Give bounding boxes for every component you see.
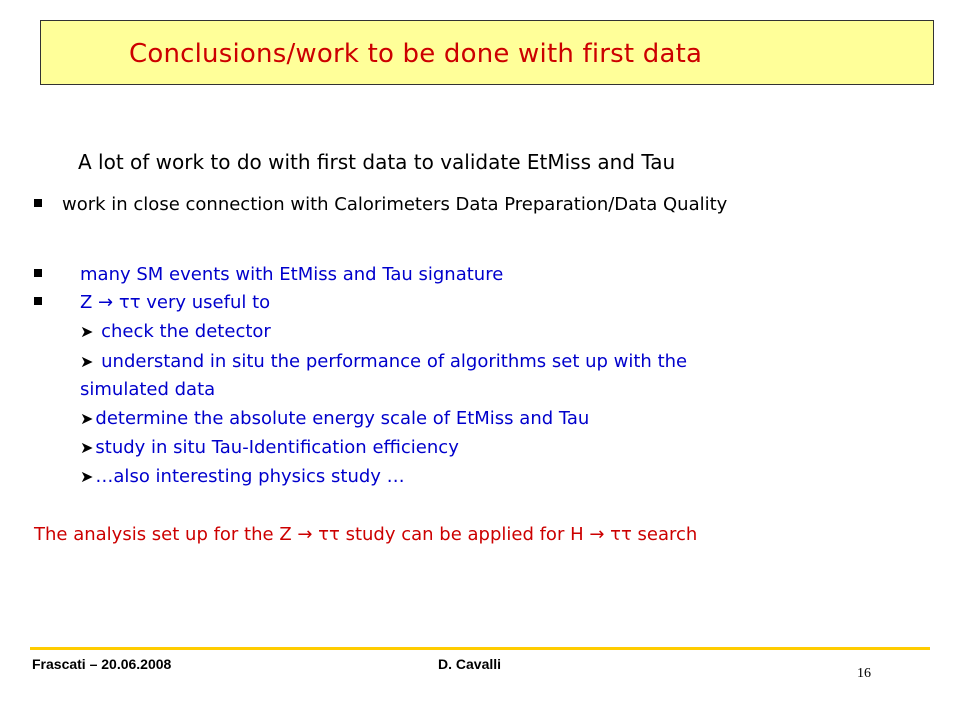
sub-list-item — [80, 321, 271, 342]
slide-subtitle: A lot of work to do with first data to validate EtMiss and Tau — [78, 150, 676, 174]
sub-list-item-text: determine the absolute energy scale of EtMiss and Tau — [95, 408, 590, 429]
sub-list-item-text: check the detector — [95, 321, 271, 342]
list-item-text: Z → ττ very useful to — [80, 292, 271, 313]
title-box — [40, 20, 934, 85]
sub-list-item — [80, 408, 589, 429]
arrow-bullet-icon: ➤ — [80, 409, 94, 428]
list-item — [34, 264, 503, 285]
square-bullet-icon — [34, 199, 42, 207]
sub-list-item-text: simulated data — [80, 379, 216, 400]
sub-list-item-text: …also interesting physics study … — [95, 466, 405, 487]
square-bullet-icon — [34, 297, 42, 305]
footer-location-date: Frascati – 20.06.2008 — [32, 656, 172, 672]
arrow-bullet-icon: ➤ — [80, 322, 94, 341]
arrow-bullet-icon: ➤ — [80, 438, 94, 457]
conclusion-text: The analysis set up for the Z → ττ study can be applied for H → ττ search — [34, 524, 698, 545]
square-bullet-icon — [34, 269, 42, 277]
footer-divider — [30, 647, 930, 650]
footer-author: D. Cavalli — [438, 656, 502, 672]
arrow-bullet-icon: ➤ — [80, 352, 94, 371]
note-item — [34, 194, 727, 215]
sub-list-item-text: understand in situ the performance of algorithms set up with the — [95, 351, 688, 372]
sub-list-item — [80, 351, 687, 372]
list-item-text: many SM events with EtMiss and Tau signature — [80, 264, 504, 285]
list-item — [34, 292, 270, 313]
sub-list-item-text: study in situ Tau-Identification efficiency — [95, 437, 459, 458]
page-number: 16 — [857, 666, 871, 681]
note-text: work in close connection with Calorimeters Data Preparation/Data Quality — [62, 194, 728, 215]
sub-list-item — [80, 437, 459, 458]
slide-title: Conclusions/work to be done with first data — [129, 39, 703, 69]
sub-list-item-continuation — [80, 379, 215, 400]
arrow-bullet-icon: ➤ — [80, 467, 94, 486]
sub-list-item — [80, 466, 405, 487]
